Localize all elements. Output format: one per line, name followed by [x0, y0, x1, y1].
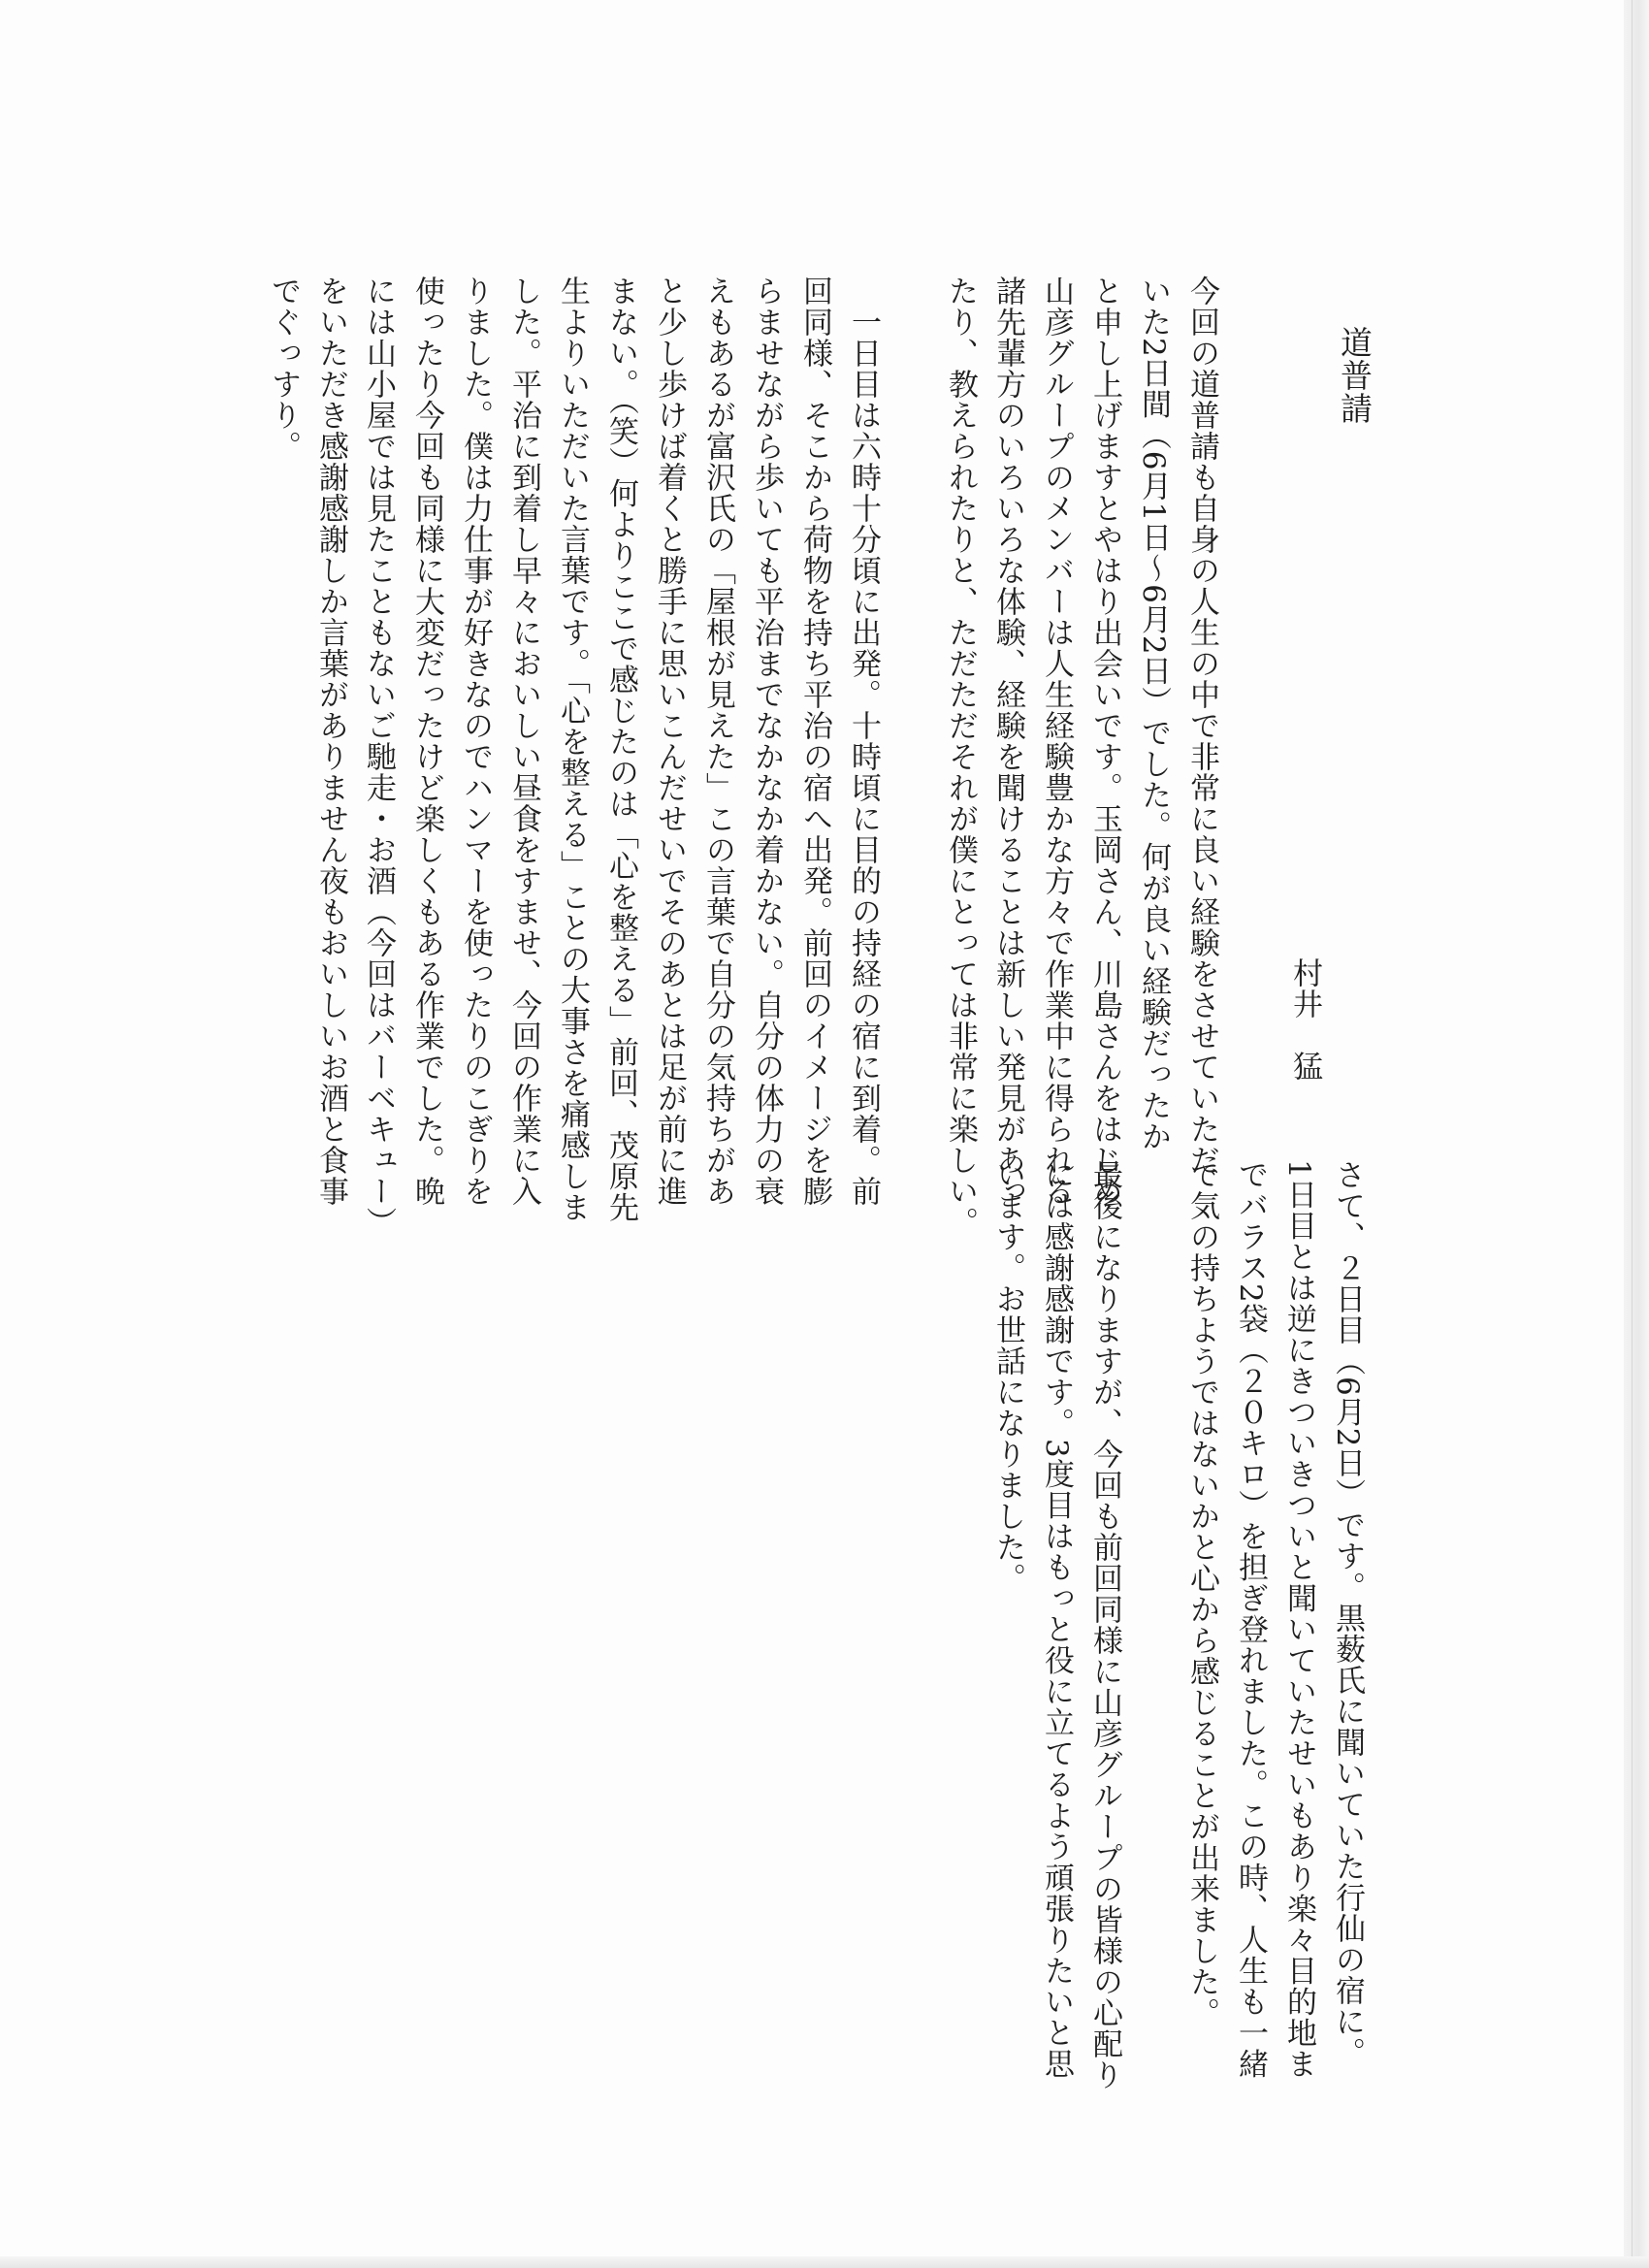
text-line: さて、２日目（6月2日）です。黒薮氏に聞いていた行仙の宿に。	[1330, 1159, 1365, 2069]
author-name: 村井 猛	[1287, 957, 1322, 1082]
text-line: えもあるが富沢氏の「屋根が見えた」この言葉で自分の気持ちがあ	[700, 275, 735, 1207]
text-line: 使ったり今回も同様に大変だったけど楽しくもある作業でした。晩	[409, 275, 444, 1207]
scan-bottom-edge	[0, 2256, 1649, 2268]
text-line: でバラス2袋（２０キロ）を担ぎ登れました。この時、人生も一緒	[1233, 1159, 1268, 2080]
text-line: りました。僕は力仕事が好きなのでハンマーを使ったりのこぎりを	[458, 275, 493, 1207]
text-line: います。お世話になりました。	[990, 1159, 1025, 1594]
text-line: らませながら歩いても平治までなかなか着かない。自分の体力の衰	[749, 275, 784, 1207]
text-line: 1日目とは逆にきついきついと聞いていたせいもあり楽々目的地ま	[1281, 1159, 1316, 2080]
text-line: で気の持ちようではないかと心から感じることが出来ました。	[1184, 1159, 1219, 2028]
text-line: たり、教えられたりと、ただただそれが僕にとっては非常に楽しい。	[943, 275, 978, 1238]
text-line: した。平治に到着し早々においしい昼食をすませ、今回の作業に入	[506, 275, 541, 1207]
scan-page-edge	[1624, 0, 1649, 2268]
text-line: 山彦グループのメンバーは人生経験豊かな方々で作業中に得られる	[1039, 275, 1074, 1207]
text-line: まない。（笑）何よりここで感じたのは「心を整える」前回、茂原先	[603, 275, 638, 1223]
text-line: 最後になりますが、今回も前回同様に山彦グループの皆様の心配り	[1087, 1159, 1122, 2090]
text-line: と申し上げますとやはり出会いです。玉岡さん、川島さんをはじめ	[1087, 275, 1122, 1207]
text-line: いた2日間（6月1日～6月2日）でした。何が良い経験だったか	[1136, 275, 1171, 1152]
text-line: 一日目は六時十分頃に出発。十時頃に目的の持経の宿に到着。前	[846, 275, 881, 1207]
text-line: でぐっすり。	[266, 275, 301, 462]
document-title: 道普請	[1336, 326, 1374, 425]
text-line: をいただき感謝感謝しか言葉がありません夜もおいしいお酒と食事	[313, 275, 348, 1207]
text-line: 回同様、そこから荷物を持ち平治の宿へ出発。前回のイメージを膨	[797, 275, 832, 1207]
text-line: 諸先輩方のいろいろな体験、経験を聞けることは新しい発見があっ	[990, 275, 1025, 1207]
text-line: 生よりいただいた言葉です。「心を整える」ことの大事さを痛感しま	[555, 275, 590, 1223]
text-line: には山小屋では見たこともないご馳走・お酒（今回はバーベキュー）	[361, 275, 396, 1238]
text-line: と少し歩けば着くと勝手に思いこんだせいでそのあとは足が前に進	[652, 275, 687, 1207]
text-line: には感謝感謝です。3度目はもっと役に立てるよう頑張りたいと思	[1039, 1159, 1074, 2080]
text-line: 今回の道普請も自身の人生の中で非常に良い経験をさせていただ	[1184, 275, 1219, 1176]
